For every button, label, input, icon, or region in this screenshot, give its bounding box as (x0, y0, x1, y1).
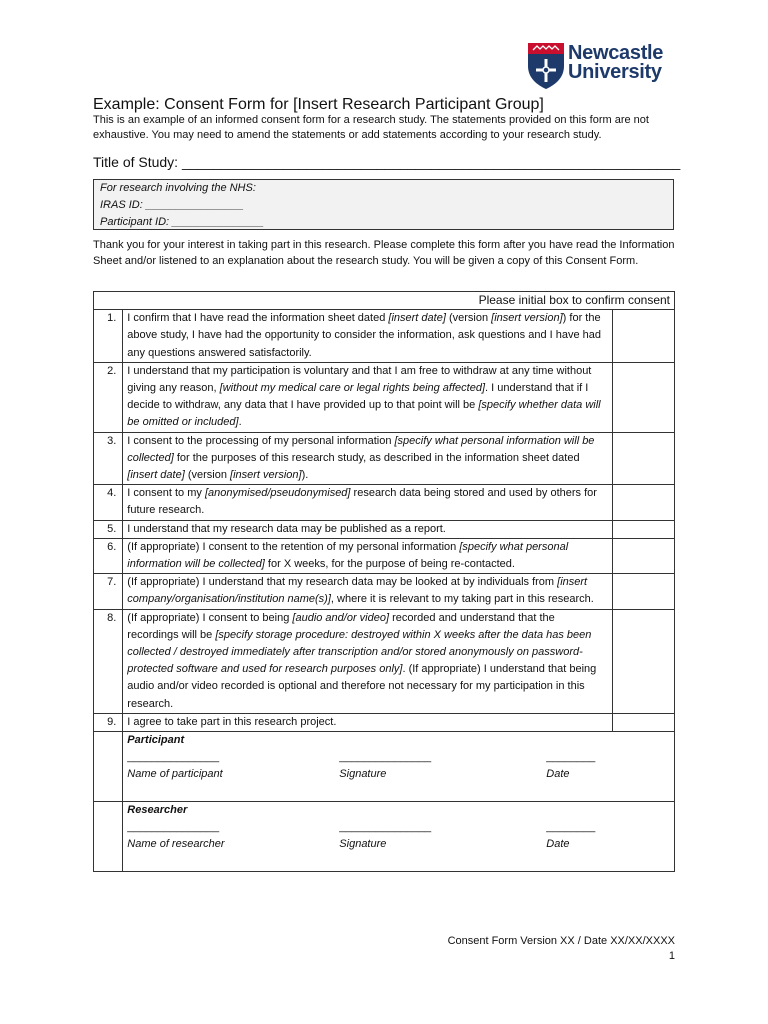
consent-statement: I consent to the processing of my personal information [specify what personal information will be collected] for the purposes of this research study, as described in the information sheet dated [insert date] (version [insert version]). (123, 432, 613, 485)
university-logo (527, 42, 673, 92)
study-title-field: Title of Study: ________________________________________________________________ (93, 154, 681, 170)
role-label: Participant (127, 734, 185, 747)
table-header: Please initial box to confirm consent (94, 292, 675, 310)
item-number: 1. (94, 310, 123, 363)
intro-text: This is an example of an informed consent form for a research study. The statements provided on this form are not exhaustive. You may need to amend the statements or add statements according to your research study. (93, 114, 649, 141)
footer (448, 934, 675, 964)
consent-statement: (If appropriate) I consent to the retention of my personal information [specify what personal information will be collected] for X weeks, for the purpose of being re-contacted. (123, 538, 613, 573)
signature-block (123, 732, 675, 802)
initial-box[interactable] (613, 538, 675, 573)
signature-line[interactable]: _______________ (339, 821, 432, 834)
role-label: Researcher (127, 804, 188, 817)
signature-labels (127, 836, 670, 853)
date-line[interactable]: ________ (546, 751, 596, 764)
consent-statement: I understand that my research data may be published as a report. (123, 520, 613, 538)
signature-row (94, 802, 675, 872)
name-line[interactable]: _______________ (127, 751, 220, 764)
consent-table (93, 291, 675, 872)
date-line[interactable]: ________ (546, 821, 596, 834)
university-crest-icon (527, 42, 565, 90)
initial-box[interactable] (613, 432, 675, 485)
signature-lines (127, 819, 670, 836)
page-title: Example: Consent Form for [Insert Research Participant Group] (93, 96, 544, 113)
signature-lines (127, 749, 670, 766)
date-label: Date (546, 838, 570, 851)
consent-row (94, 362, 675, 432)
consent-statement: I consent to my [anonymised/pseudonymised] research data being stored and used by others for future research. (123, 485, 613, 520)
initial-box[interactable] (613, 713, 675, 731)
item-number: 8. (94, 609, 123, 713)
signature-label: Signature (339, 838, 387, 851)
name-label: Name of researcher (127, 838, 225, 851)
consent-statement: I agree to take part in this research project. (123, 713, 613, 731)
date-label: Date (546, 768, 570, 781)
consent-row (94, 520, 675, 538)
footer-version: Consent Form Version XX / Date XX/XX/XXXX (447, 935, 675, 947)
item-number: 3. (94, 432, 123, 485)
initial-box[interactable] (613, 362, 675, 432)
consent-row (94, 432, 675, 485)
initial-box[interactable] (613, 310, 675, 363)
signature-block (123, 802, 675, 872)
signature-label: Signature (339, 768, 387, 781)
logo-line-1: Newcastle (568, 42, 664, 64)
consent-statement: I confirm that I have read the information sheet dated [insert date] (version [insert version]) for the above study, I have had the opportunity to consider the information, ask questions and I have had any questions answered satisfactorily. (123, 310, 613, 363)
page-number: 1 (668, 950, 675, 962)
name-label: Name of participant (127, 768, 223, 781)
logo-line-2: University (568, 61, 662, 83)
consent-row (94, 310, 675, 363)
item-number: 2. (94, 362, 123, 432)
thanks-text: Thank you for your interest in taking part in this research. Please complete this form after you have read the Information Sheet and/or listened to an explanation about the research study. You will be given a copy of this Consent Form. (93, 239, 675, 267)
initial-box[interactable] (613, 609, 675, 713)
signature-row (94, 732, 675, 802)
consent-row (94, 713, 675, 731)
signature-line[interactable]: _______________ (339, 751, 432, 764)
consent-statement: (If appropriate) I consent to being [audio and/or video] recorded and understand that the recordings will be [specify storage procedure: destroyed within X weeks after the data has been collected / destroyed immediately after transcription and/or stored anonymously on password-protected software and used for research purposes only]. (If appropriate) I understand that being audio and/or video recorded is optional and therefore not necessary for my participation in this research. (123, 609, 613, 713)
item-number: 9. (94, 713, 123, 731)
participant-id-field: Participant ID: _______________ (100, 216, 264, 228)
consent-row (94, 538, 675, 573)
nhs-box (93, 179, 674, 230)
iras-id-field: IRAS ID: ________________ (100, 199, 244, 211)
item-number: 7. (94, 574, 123, 609)
consent-row (94, 485, 675, 520)
blank-cell (94, 732, 123, 802)
blank-cell (94, 802, 123, 872)
signature-labels (127, 766, 670, 783)
item-number: 5. (94, 520, 123, 538)
initial-box[interactable] (613, 485, 675, 520)
name-line[interactable]: _______________ (127, 821, 220, 834)
consent-statement: (If appropriate) I understand that my research data may be looked at by individuals from [insert company/organisation/institution name(s)], where it is relevant to my taking part in this research. (123, 574, 613, 609)
consent-row (94, 609, 675, 713)
item-number: 6. (94, 538, 123, 573)
consent-statement: I understand that my participation is voluntary and that I am free to withdraw at any time without giving any reason, [without my medical care or legal rights being affected]. I understand that if I decide to withdraw, any data that I have provided up to that point will be [specify whether data will be omitted or included]. (123, 362, 613, 432)
nhs-heading: For research involving the NHS: (100, 182, 256, 194)
item-number: 4. (94, 485, 123, 520)
consent-row (94, 574, 675, 609)
initial-box[interactable] (613, 574, 675, 609)
initial-box[interactable] (613, 520, 675, 538)
